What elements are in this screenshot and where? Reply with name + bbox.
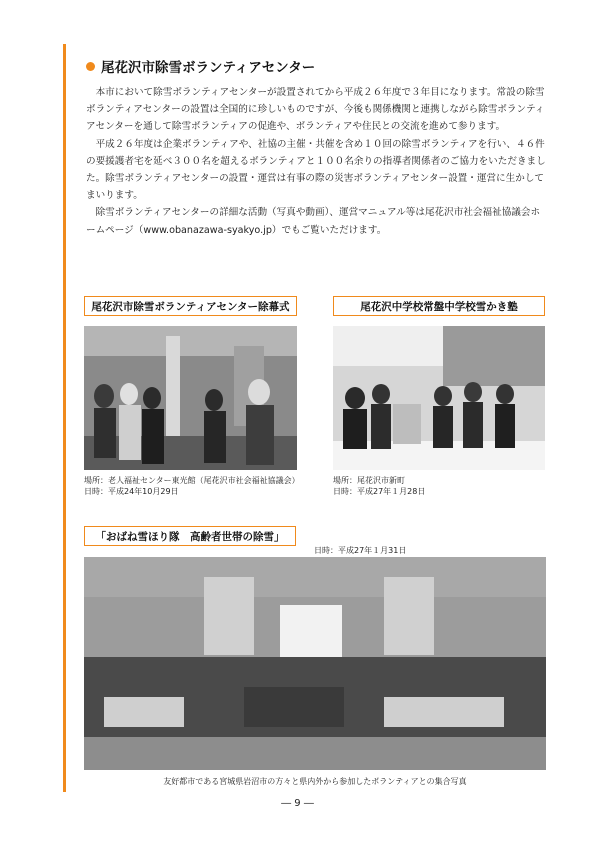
- page-number: ― 9 ―: [281, 798, 314, 809]
- left-accent-rule: [63, 44, 66, 792]
- photo3-group-photo: [84, 557, 546, 770]
- section-heading: [86, 56, 315, 76]
- photo1-date: 日時：平成24年10月29日: [84, 487, 179, 496]
- photo2-meta: [333, 475, 425, 497]
- photo1-unveiling-ceremony: [84, 326, 297, 470]
- photo2-caption: 尾花沢中学校常盤中学校雪かき塾: [360, 300, 518, 313]
- paragraph-1: 本市において除雪ボランティアセンターが設置されてから平成２６年度で３年目になります。常設の除雪ボランティアセンターの設置は全国的に珍しいものですが、今後も関係機関と連携しながら除雪ボランティアセンターを通して除雪ボランティアの促進や、ボランティアや住民との交流を進めて参ります。: [86, 87, 545, 133]
- paragraph-3: 除雪ボランティアセンターの詳細な活動（写真や動画）、運営マニュアル等は尾花沢市社会福祉協議会ホームページ（www.obanazawa-syakyo.jp）でもご覧いただけます。: [86, 207, 541, 236]
- photo1-meta: [84, 475, 300, 497]
- photo1-caption-box: [84, 296, 297, 316]
- photo3-bottom-caption: 友好都市である宮城県岩沼市の方々と県内外から参加したボランティアとの集合写真: [163, 777, 467, 786]
- photo3-date: 日時：平成27年１月31日: [314, 546, 407, 555]
- photo2-snow-shoveling-class: [333, 326, 545, 470]
- photo1-caption: 尾花沢市除雪ボランティアセンター除幕式: [91, 300, 290, 313]
- photo3-caption: 「おばね雪ほり隊 高齢者世帯の除雪」: [95, 530, 285, 543]
- photo2-date: 日時：平成27年１月28日: [333, 487, 426, 496]
- photo2-caption-box: [333, 296, 545, 316]
- bullet-dot-icon: [86, 62, 95, 71]
- section-title: 尾花沢市除雪ボランティアセンター: [101, 60, 316, 76]
- photo3-meta: [314, 545, 406, 556]
- photo2-place: 場所：尾花沢市新町: [333, 476, 405, 485]
- photo3-caption-box: [84, 526, 296, 546]
- paragraph-2: 平成２６年度は企業ボランティアや、社協の主催・共催を含め１０回の除雪ボランティアを行い、４６件の要援護者宅を延べ３００名を超えるボランティアと１００名余りの指導者関係者のご協力をいただきました。除雪ボランティアセンターの設置・運営は有事の際の災害ボランティアセンター設置・運営に生かしてまいります。: [86, 138, 546, 202]
- section-body: [86, 84, 548, 239]
- photo1-place: 場所：老人福祉センター東光館（尾花沢市社会福祉協議会）: [84, 476, 300, 485]
